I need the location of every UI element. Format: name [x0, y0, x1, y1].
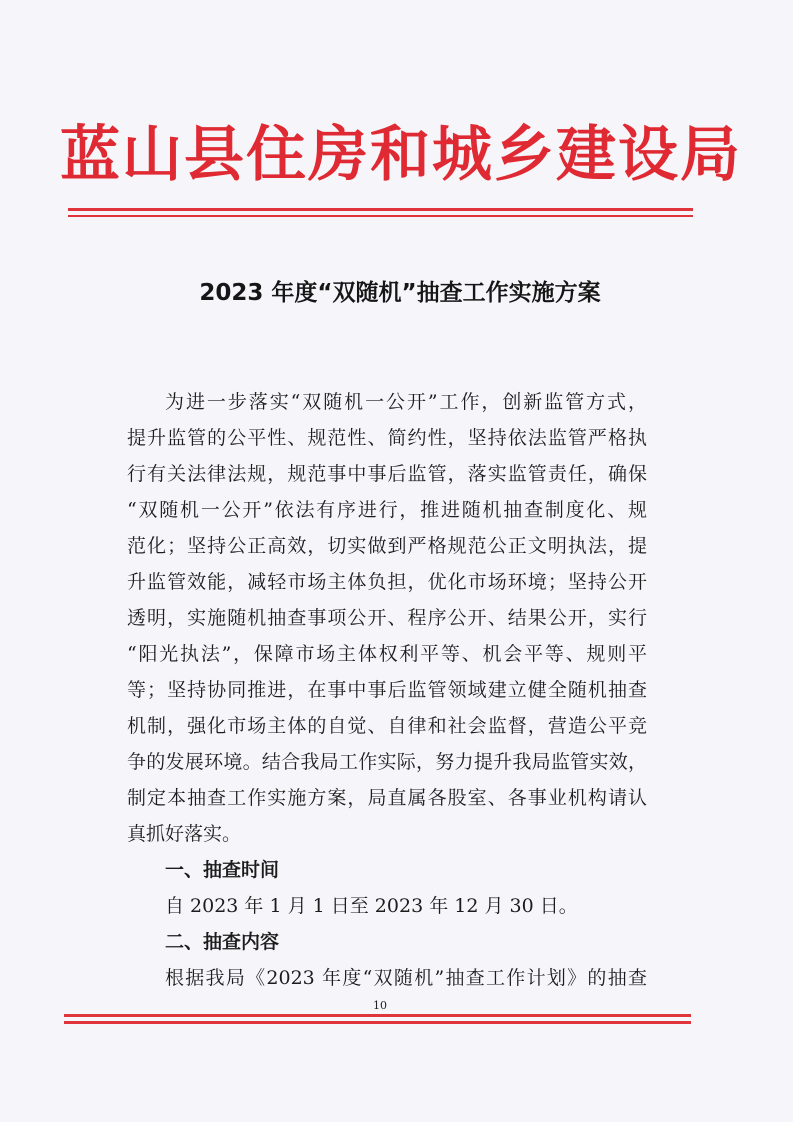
paragraph-line: 为进一步落实“双随机一公开”工作，创新监管方式，	[165, 391, 647, 413]
paragraph-line: 提升监管的公平性、规范性、简约性，坚持依法监管严格执	[127, 427, 647, 449]
section-heading-time: 一、抽查时间	[165, 859, 280, 881]
paragraph-line: 行有关法律法规，规范事中事后监管，落实监管责任，确保	[127, 463, 647, 485]
paragraph-line: 争的发展环境。结合我局工作实际，努力提升我局监管实效，	[127, 751, 647, 773]
paragraph-line: 制定本抽查工作实施方案，局直属各股室、各事业机构请认	[127, 787, 647, 809]
section-heading-content: 二、抽查内容	[165, 931, 280, 953]
footer-rule-top	[64, 1014, 691, 1017]
paragraph-line: 机制，强化市场主体的自觉、自律和社会监督，营造公平竞	[127, 715, 647, 737]
document-title: 2023 年度“双随机”抽查工作实施方案	[199, 280, 601, 306]
paragraph-line: “阳光执法”，保障市场主体权利平等、机会平等、规则平	[127, 643, 647, 665]
paragraph-line: “双随机一公开”依法有序进行，推进随机抽查制度化、规	[127, 499, 647, 521]
page-number: 10	[373, 999, 387, 1012]
paragraph-line: 等；坚持协同推进，在事中事后监管领域建立健全随机抽查	[127, 679, 647, 701]
paragraph-line: 范化；坚持公正高效，切实做到严格规范公正文明执法，提	[127, 535, 647, 557]
paragraph-line: 升监管效能，减轻市场主体负担，优化市场环境；坚持公开	[127, 571, 647, 593]
footer-rule-bottom	[64, 1021, 691, 1024]
masthead-rule-thick	[68, 208, 693, 211]
masthead-rule-thin	[68, 215, 693, 217]
paragraph-line: 自 2023 年 1 月 1 日至 2023 年 12 月 30 日。	[165, 895, 578, 917]
masthead-title: 蓝山县住房和城乡建设局	[60, 120, 742, 190]
paragraph-line: 真抓好落实。	[127, 823, 242, 845]
paragraph-line: 根据我局《2023 年度“双随机”抽查工作计划》的抽查	[165, 967, 647, 989]
paragraph-line: 透明，实施随机抽查事项公开、程序公开、结果公开，实行	[127, 607, 647, 629]
